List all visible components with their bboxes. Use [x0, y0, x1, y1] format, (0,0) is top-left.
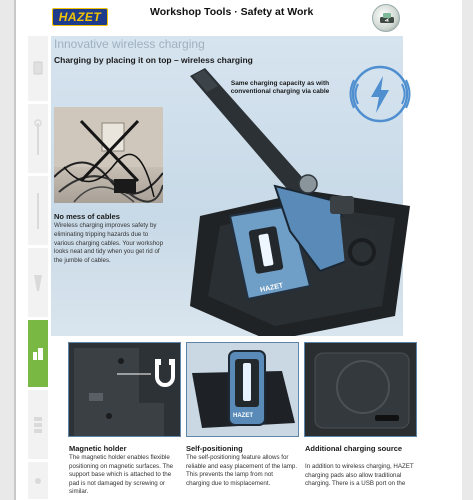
category-tab-column: [28, 36, 48, 500]
no-mess-text: Wireless charging improves safety by eliminating tripping hazards due to various charging cables. Your workshop looks neat and tidy when you get rid of the jumble of cables.: [54, 222, 164, 265]
tab-tool-storage[interactable]: [28, 390, 48, 460]
magnetic-holder-heading: Magnetic holder: [69, 444, 127, 453]
self-positioning-photo: [186, 342, 299, 437]
magnetic-holder-photo: [68, 342, 181, 437]
wireless-charging-icon: [342, 56, 418, 132]
tab-misc[interactable]: [28, 462, 48, 500]
hazet-logo: HAZET: [52, 8, 108, 26]
usb-port: [375, 415, 399, 421]
tangled-cables-photo: [54, 107, 163, 203]
page-title: Workshop Tools · Safety at Work: [150, 6, 314, 18]
svg-text:HAZET: HAZET: [233, 413, 253, 419]
misc-icon: [33, 475, 43, 487]
wrench-icon: [33, 119, 43, 159]
screwdriver-icon: [33, 191, 43, 231]
tab-wrenches[interactable]: [28, 104, 48, 174]
additional-charging-heading: Additional charging source: [305, 444, 403, 453]
self-positioning-heading: Self-positioning: [186, 444, 243, 453]
tool-storage-icon: [33, 415, 43, 435]
self-positioning-text: The self-positioning feature allows for reliable and easy placement of the lamp. This prevents the lamp from not charging due to misplacement.: [186, 454, 298, 487]
usb-charging-pad-photo: [304, 342, 417, 437]
magnetic-holder-text: The magnetic holder enables flexible positioning on magnetic surfaces. The support base which is attached to the pad is not damaged by screwing or similar.: [69, 454, 174, 496]
tab-sockets[interactable]: [28, 36, 48, 102]
hero-title: Innovative wireless charging: [54, 37, 205, 51]
hero-subtitle: Charging by placing it on top – wireless charging: [54, 55, 253, 65]
tab-screwdrivers[interactable]: [28, 176, 48, 246]
torque-icon: [33, 273, 43, 293]
tab-torque[interactable]: [28, 248, 48, 318]
workshop-equipment-icon: [32, 347, 44, 361]
capacity-note: Same charging capacity as with conventional charging via cable: [230, 80, 330, 95]
no-mess-heading: No mess of cables: [54, 212, 120, 221]
wireless-charging-badge-icon: [372, 4, 400, 32]
socket-icon: [33, 61, 43, 75]
tab-workshop-equipment[interactable]: [28, 320, 48, 388]
svg-text:HAZET: HAZET: [259, 282, 284, 294]
additional-charging-text: In addition to wireless charging, HAZET charging pads also allow traditional charging. There is a USB port on the: [305, 463, 414, 488]
